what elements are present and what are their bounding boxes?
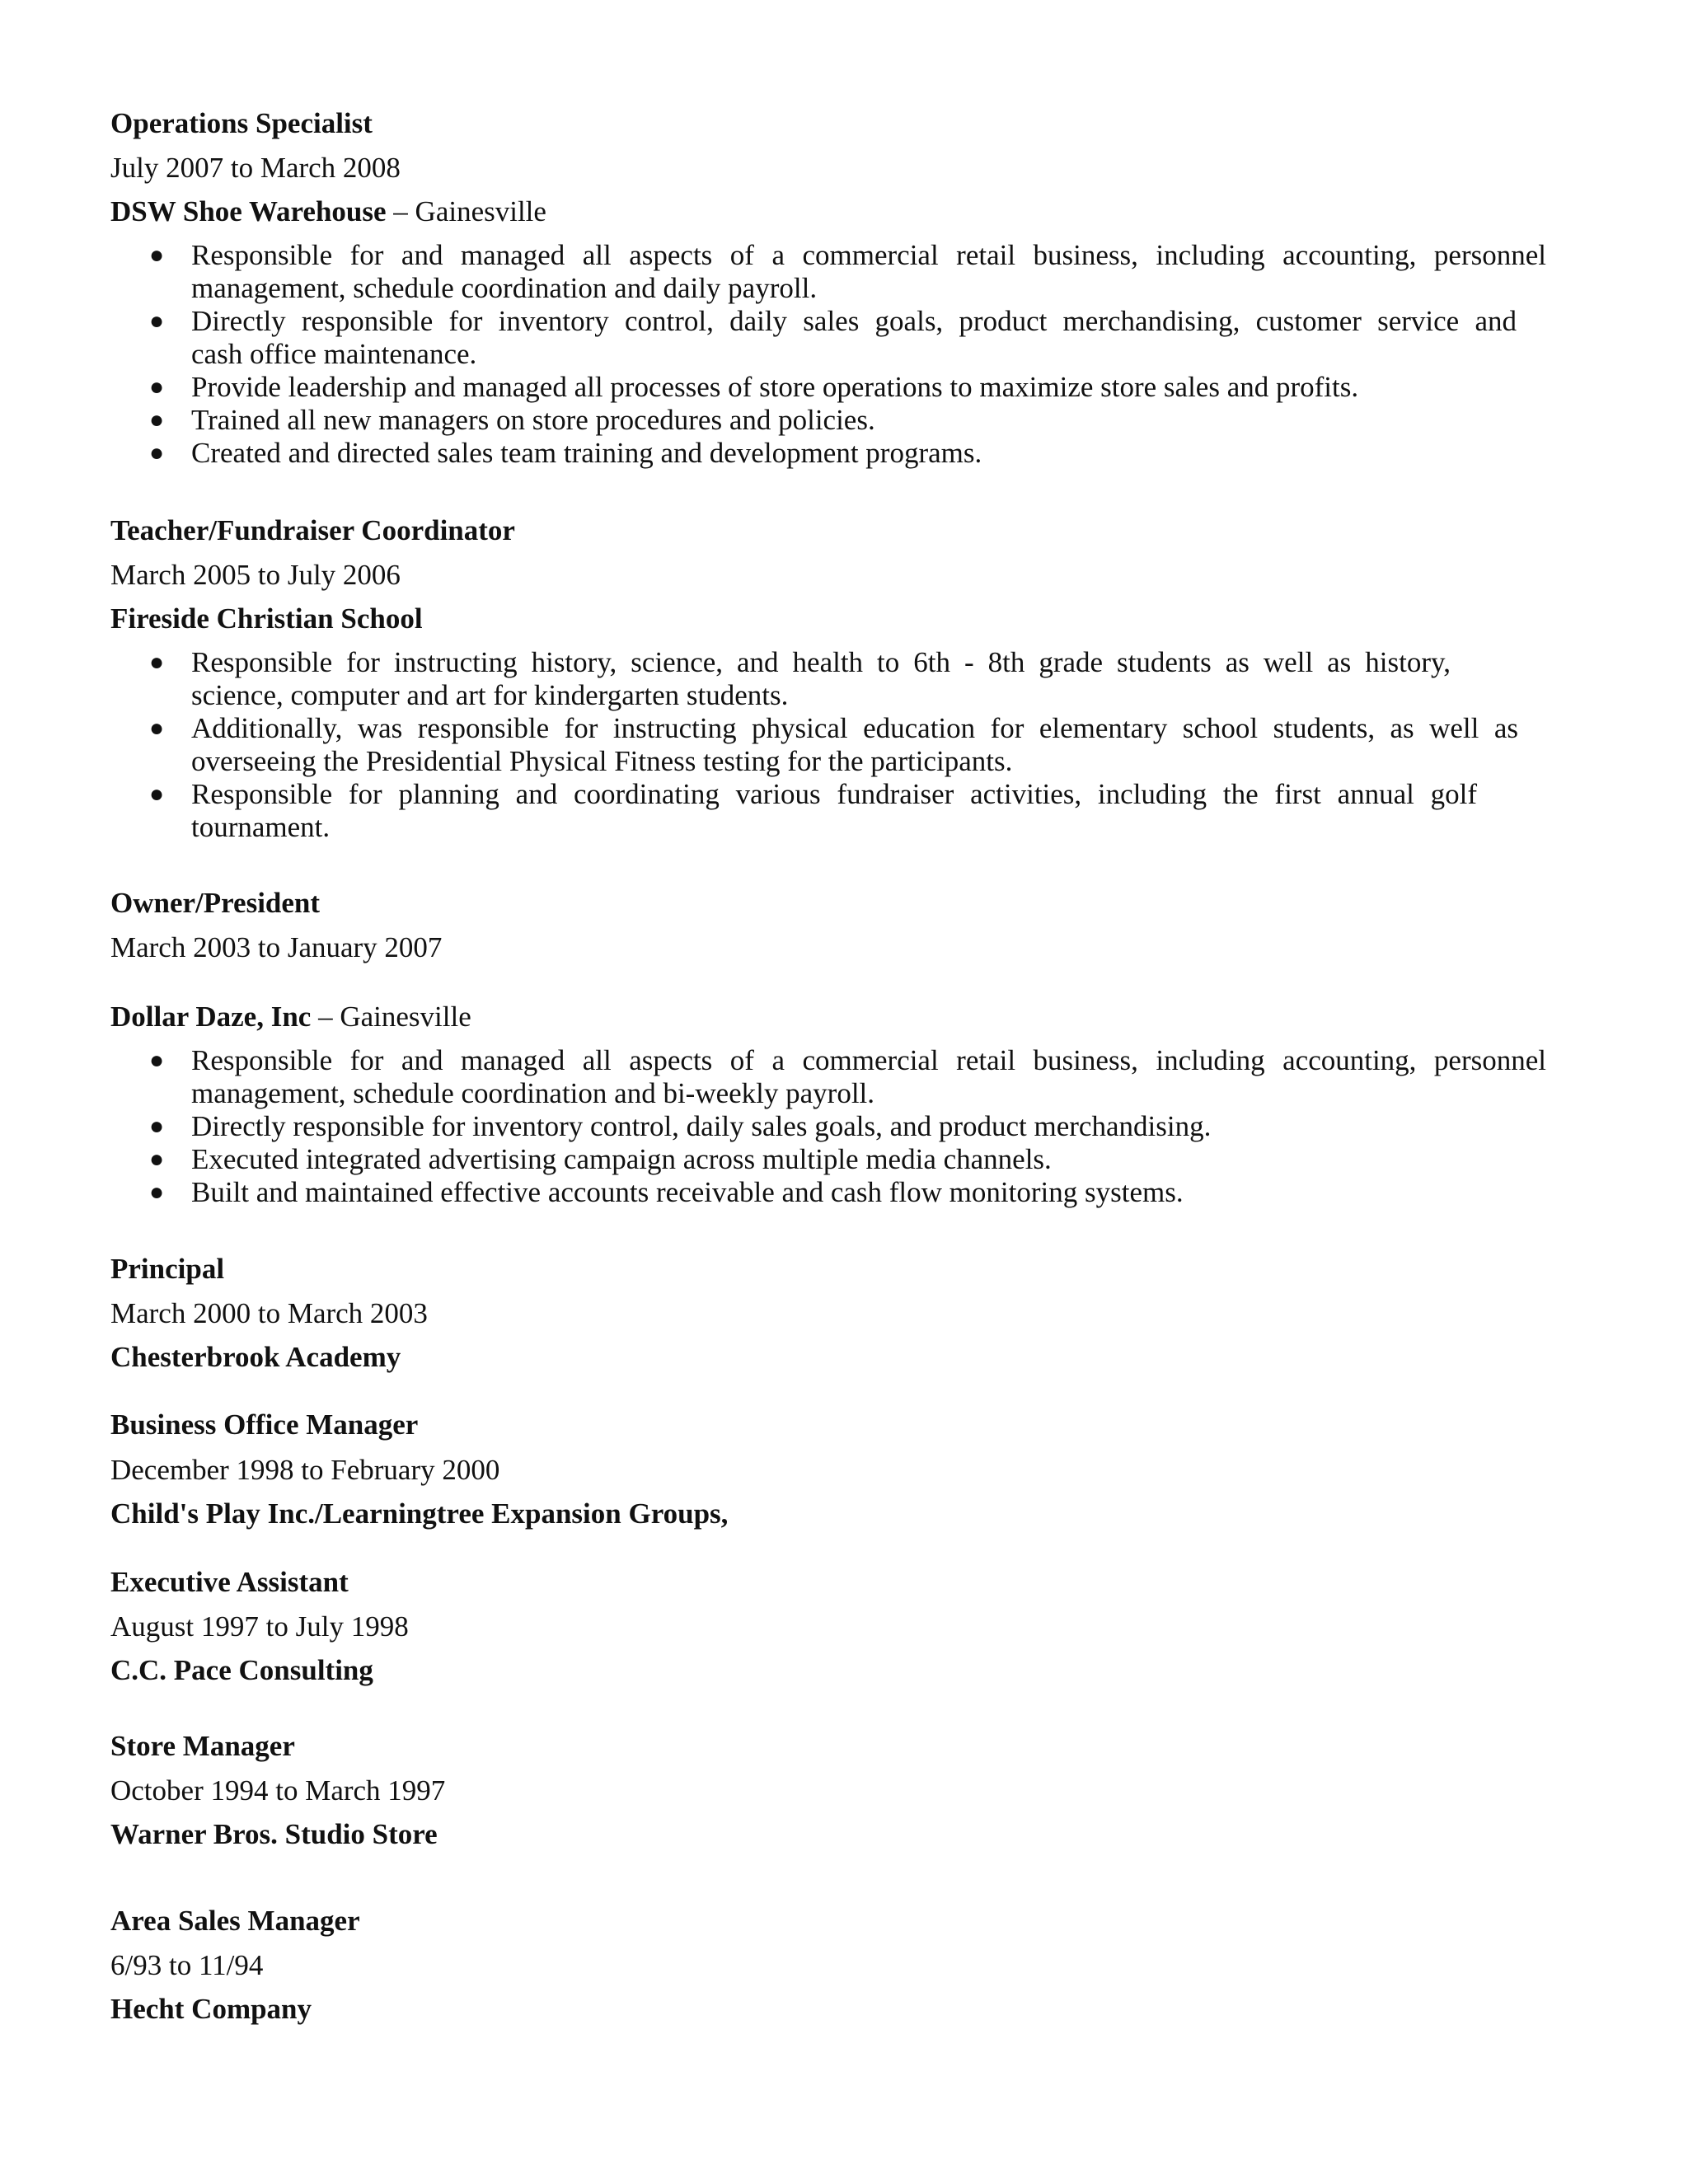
bullet-line: Responsible for instructing history, science, and health to 6th - 8th grade students as well as history, (191, 646, 1451, 678)
job-dates: March 2003 to January 2007 (110, 931, 443, 963)
job-location: – Gainesville (311, 1001, 471, 1033)
job-dates: December 1998 to February 2000 (110, 1454, 500, 1486)
bullet-marker: ● (149, 307, 165, 335)
bullet-marker: ● (149, 406, 165, 434)
bullet-marker: ● (149, 373, 165, 401)
bullet-line: Responsible for planning and coordinating various fundraiser activities, including the first annual golf (191, 778, 1477, 810)
bullet-marker: ● (149, 780, 165, 808)
job-dates: 6/93 to 11/94 (110, 1949, 264, 1981)
job-dates: August 1997 to July 1998 (110, 1610, 409, 1643)
job-dates: July 2007 to March 2008 (110, 152, 401, 184)
job-employer: Child's Play Inc./Learningtree Expansion Groups, (110, 1497, 729, 1530)
bullet-line: Trained all new managers on store procedures and policies. (191, 404, 875, 436)
job-dates: March 2000 to March 2003 (110, 1297, 428, 1329)
bullet-marker: ● (149, 1146, 165, 1173)
bullet-marker: ● (149, 1113, 165, 1140)
job-title: Area Sales Manager (110, 1905, 360, 1937)
job-employer: Dollar Daze, Inc (110, 1001, 312, 1033)
bullet-line: tournament. (191, 811, 331, 843)
job-employer: Hecht Company (110, 1993, 312, 2025)
bullet-line: Directly responsible for inventory control, daily sales goals, product merchandising, customer service and (191, 305, 1517, 337)
bullet-line: Created and directed sales team training and development programs. (191, 437, 982, 469)
bullet-line: Additionally, was responsible for instructing physical education for elementary school students, as well as (191, 712, 1518, 744)
job-employer: Chesterbrook Academy (110, 1341, 401, 1373)
bullet-marker: ● (149, 1179, 165, 1206)
job-title: Owner/President (110, 887, 321, 919)
job-dates: October 1994 to March 1997 (110, 1774, 446, 1807)
bullet-line: overseeing the Presidential Physical Fitness testing for the participants. (191, 745, 1013, 777)
bullet-line: Directly responsible for inventory control, daily sales goals, and product merchandising. (191, 1110, 1212, 1142)
bullet-line: Responsible for and managed all aspects of a commercial retail business, including accounting, personnel (191, 1044, 1546, 1076)
job-title: Store Manager (110, 1730, 295, 1762)
job-title: Business Office Manager (110, 1408, 419, 1441)
job-employer: Warner Bros. Studio Store (110, 1818, 438, 1850)
job-title: Teacher/Fundraiser Coordinator (110, 514, 515, 546)
job-title: Executive Assistant (110, 1566, 349, 1598)
bullet-line: Provide leadership and managed all processes of store operations to maximize store sales and profits. (191, 371, 1359, 403)
bullet-line: Executed integrated advertising campaign across multiple media channels. (191, 1143, 1052, 1175)
job-employer-line (110, 1001, 471, 1033)
job-title: Principal (110, 1253, 225, 1285)
bullet-marker: ● (149, 241, 165, 269)
bullet-marker: ● (149, 715, 165, 742)
job-employer: Fireside Christian School (110, 602, 423, 635)
bullet-line: management, schedule coordination and daily payroll. (191, 272, 818, 304)
bullet-line: Responsible for and managed all aspects of a commercial retail business, including accounting, personnel (191, 239, 1546, 271)
bullet-marker: ● (149, 1047, 165, 1074)
bullet-line: management, schedule coordination and bi-weekly payroll. (191, 1077, 875, 1109)
bullet-line: science, computer and art for kindergarten students. (191, 679, 789, 711)
job-employer: DSW Shoe Warehouse (110, 195, 387, 227)
job-location: – Gainesville (386, 195, 546, 227)
bullet-marker: ● (149, 649, 165, 676)
bullet-line: Built and maintained effective accounts receivable and cash flow monitoring systems. (191, 1176, 1184, 1208)
job-employer: C.C. Pace Consulting (110, 1654, 373, 1686)
bullet-marker: ● (149, 439, 165, 466)
job-dates: March 2005 to July 2006 (110, 559, 401, 591)
bullet-line: cash office maintenance. (191, 338, 477, 370)
job-title: Operations Specialist (110, 107, 373, 139)
job-employer-line (110, 195, 546, 228)
